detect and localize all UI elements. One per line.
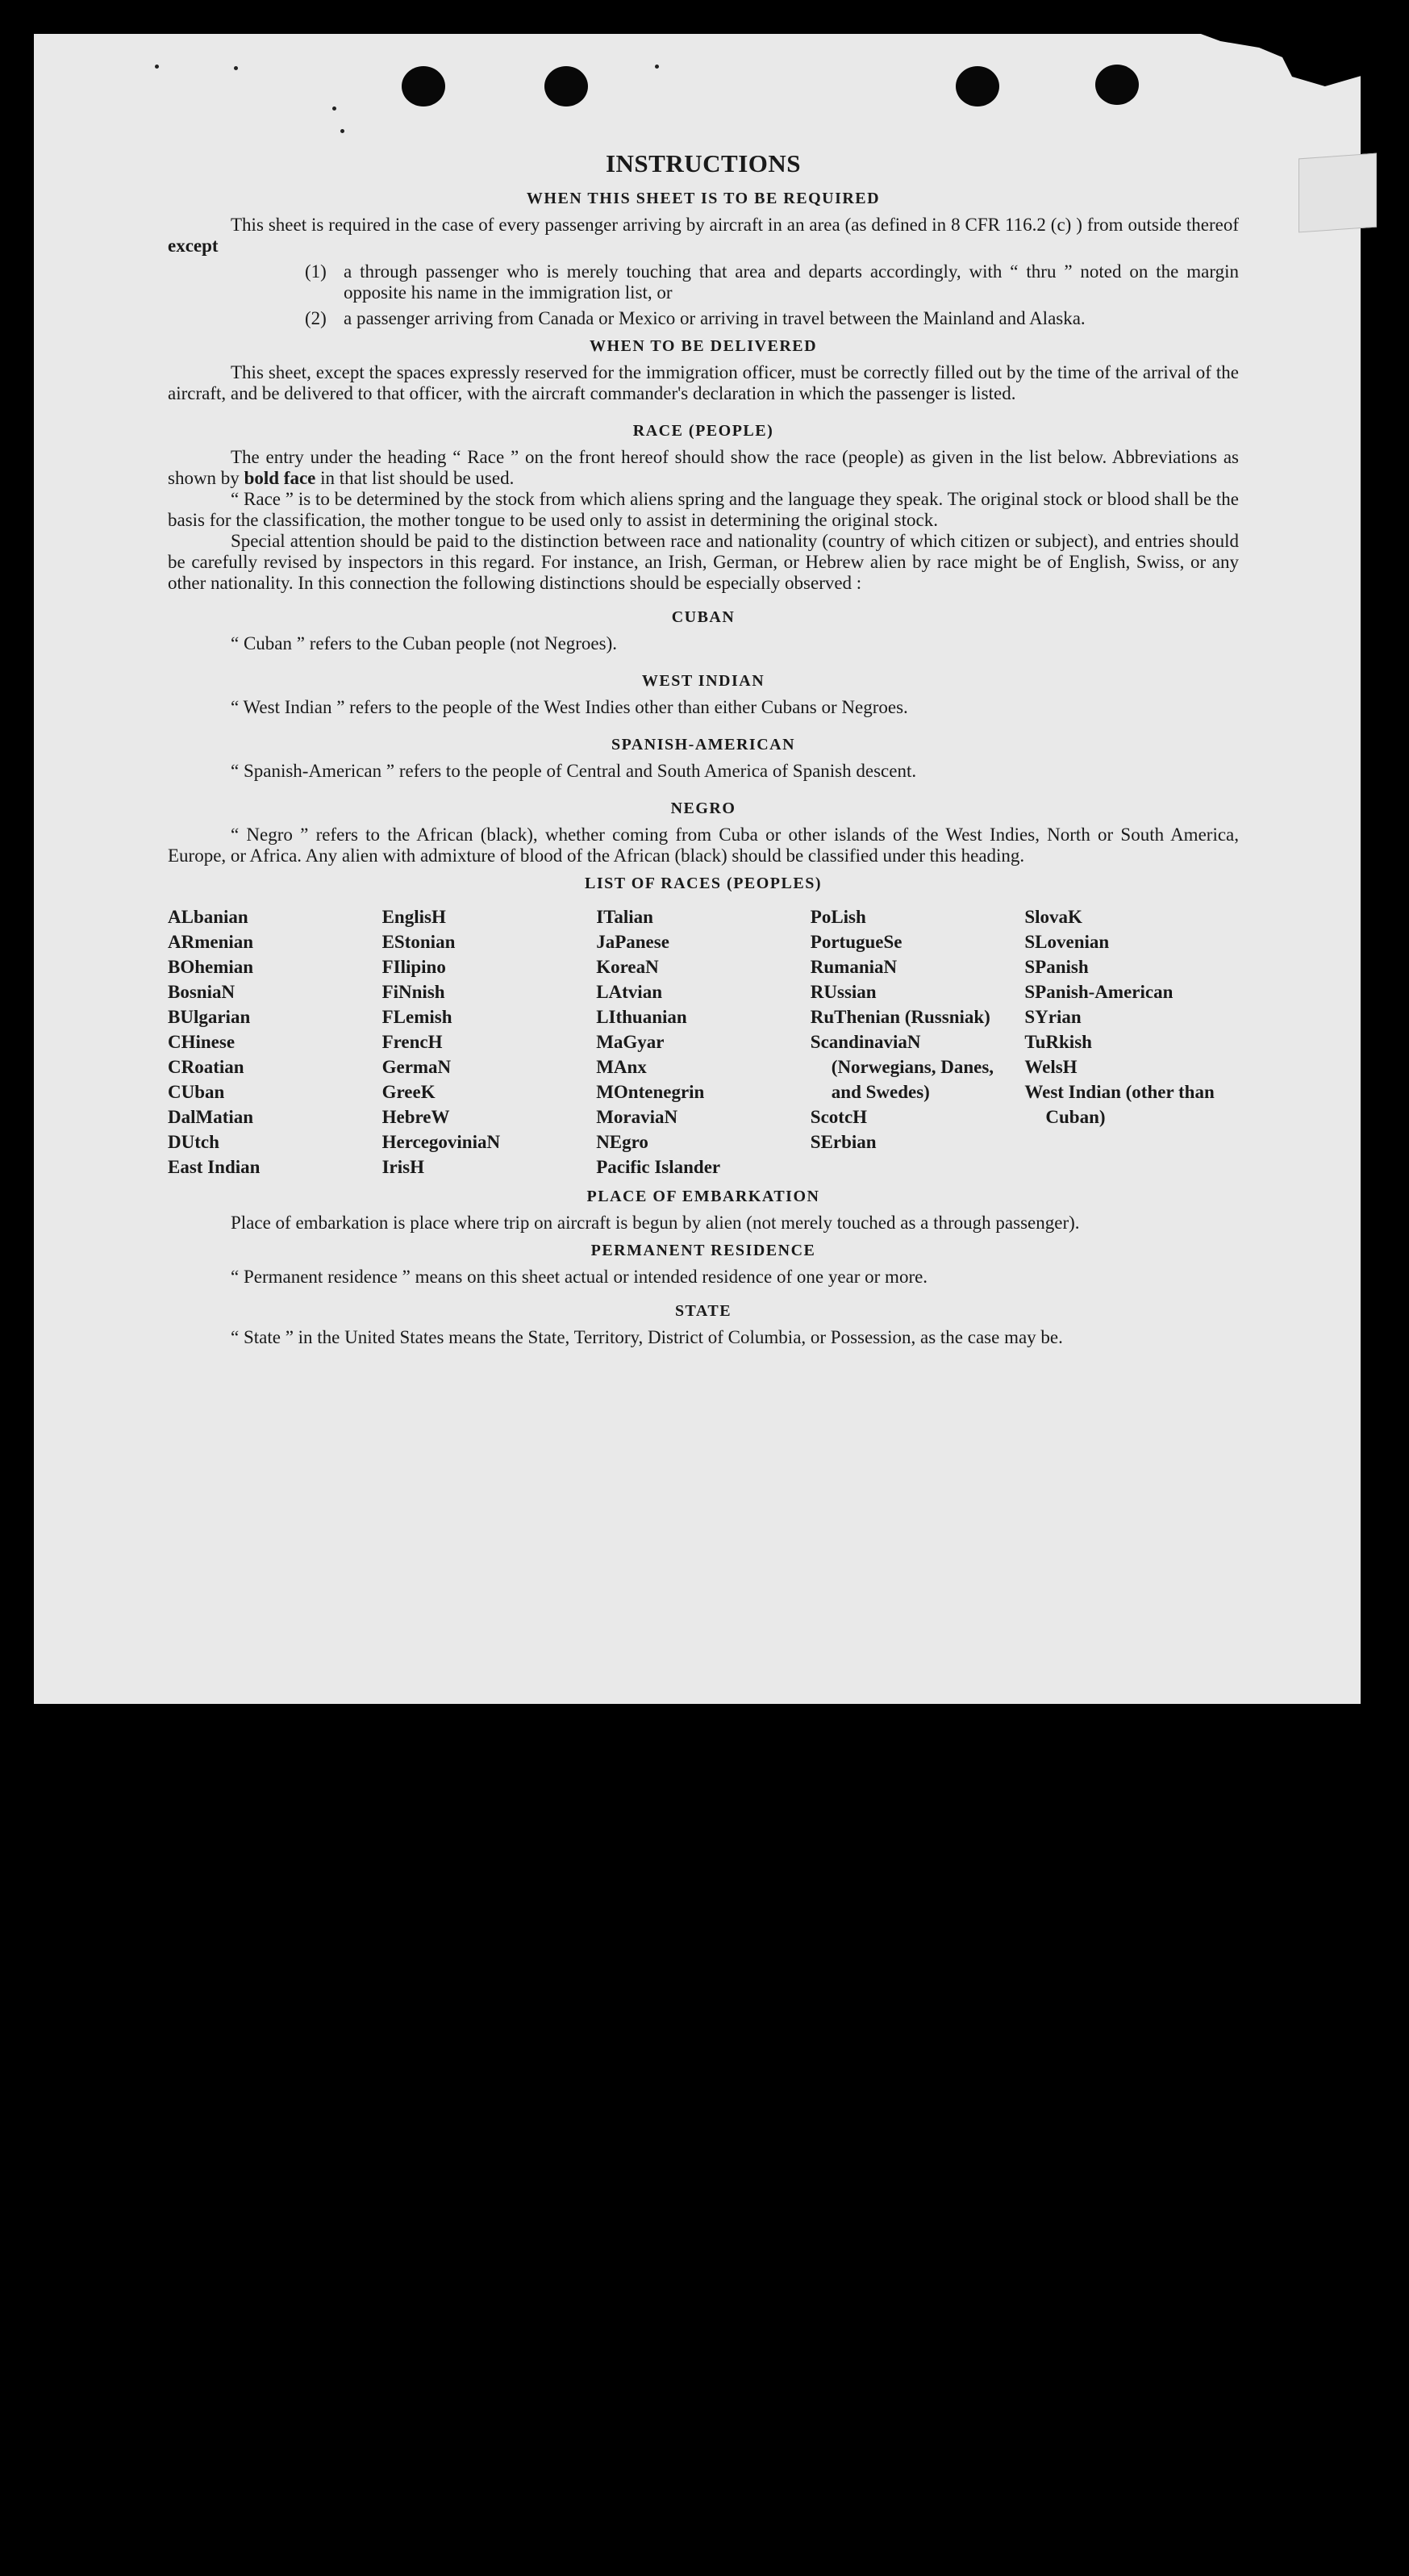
speck [234,66,238,70]
race-entry: PortugueSe [810,932,903,952]
race-entry: BUlgarian [168,1007,251,1027]
race-p1-part: in that list should be used. [320,468,515,488]
race-p1-part: The entry under the heading “ Race ” on the front hereof should show the race (people) as given in the list below. Abbreviations as shown by [168,447,1239,488]
punch-hole [544,66,588,106]
when-required-intro: This sheet is required in the case of every passenger arriving by aircraft in an area (as defined in 8 CFR 116.2 (c) ) from outside thereof [231,215,1239,235]
state-text: “ State ” in the United States means the State, Territory, District of Columbia, or Possession, as the case may be. [231,1327,1063,1347]
instructions-content [168,149,1239,1348]
heading-west-indian: WEST INDIAN [641,672,765,690]
race-entry: ScotcH [810,1107,868,1127]
race-entry: SPanish [1024,957,1089,977]
punch-hole [956,66,999,106]
race-entry: DalMatian [168,1107,254,1127]
heading-when-required: WHEN THIS SHEET IS TO BE REQUIRED [526,190,881,207]
race-entry: DUtch [168,1132,219,1152]
exception-item [305,261,1239,303]
race-entry: RUssian [810,982,877,1002]
races-column [1024,904,1239,1179]
race-entry: IrisH [381,1157,424,1177]
race-entry: MAnx [596,1057,647,1077]
bold-face-text: bold face [244,468,316,488]
race-paragraph-1 [168,447,1239,489]
item-number: (1) [305,261,327,282]
page-title: INSTRUCTIONS [605,149,801,177]
race-entry: ScandinaviaN (Norwegians, Danes, and Swedes) [810,1032,994,1102]
race-entry: GreeK [381,1082,436,1102]
race-entry: BosniaN [168,982,236,1002]
race-entry: Pacific Islander [596,1157,721,1177]
west-indian-text: “ West Indian ” refers to the people of the West Indies other than either Cubans or Negroes. [231,697,908,717]
exception-item [305,308,1239,329]
race-paragraph-3: Special attention should be paid to the distinction between race and nationality (country of which citizen or subject), and entries should be carefully revised by inspectors in this regard. For instance, an Irish, German, or Hebrew alien by race might be of English, Swiss, or any other nationality. In this connection the following distinctions should be especially observed : [168,531,1239,593]
residence-text: “ Permanent residence ” means on this sheet actual or intended residence of one year or more. [231,1267,928,1287]
race-entry: SlovaK [1024,907,1082,927]
race-entry: West Indian (other than Cuban) [1024,1082,1215,1127]
race-entry: MaGyar [596,1032,665,1052]
race-entry: NEgro [596,1132,648,1152]
race-entry: ALbanian [168,907,248,927]
when-delivered-text: This sheet, except the spaces expressly reserved for the immigration officer, must be correctly filled out by the time of the arrival of the aircraft, and be delivered to that officer, with the aircraft commander's declaration in which the passenger is listed. [168,362,1239,403]
paper-tab [1299,153,1377,233]
race-entry: EStonian [381,932,456,952]
race-entry: SPanish-American [1024,982,1173,1002]
race-entry: FrencH [381,1032,443,1052]
item-text: a passenger arriving from Canada or Mexico or arriving in travel between the Mainland and Alaska. [344,308,1086,328]
embarkation-text: Place of embarkation is place where trip on aircraft is begun by alien (not merely touched as a through passenger). [231,1213,1080,1233]
races-column [168,904,382,1179]
heading-when-delivered: WHEN TO BE DELIVERED [589,337,818,355]
speck [655,65,659,69]
race-paragraph-2: “ Race ” is to be determined by the stock from which aliens spring and the language they speak. The original stock or blood shall be the basis for the classification, the mother tongue to be used only to assist in determining the original stock. [168,489,1239,530]
heading-list-of-races: LIST OF RACES (PEOPLES) [584,875,822,892]
race-entry: EnglisH [381,907,446,927]
race-entry: FIlipino [381,957,446,977]
race-entry: KoreaN [596,957,659,977]
races-column [382,904,597,1179]
race-entry: CHinese [168,1032,236,1052]
punch-hole [402,66,445,106]
race-entry: FiNnish [381,982,445,1002]
race-entry: FLemish [381,1007,452,1027]
races-column [811,904,1025,1179]
race-entry: MOntenegrin [596,1082,705,1102]
when-required-text [168,215,1239,257]
item-text: a through passenger who is merely touching that area and departs accordingly, with “ thru ” noted on the margin opposite his name in the immigration list, or [344,261,1239,303]
except-bold: except [168,236,219,256]
race-entry: TuRkish [1024,1032,1092,1052]
race-entry: JaPanese [596,932,669,952]
race-entry: CUban [168,1082,225,1102]
race-entry: PoLish [810,907,866,927]
race-entry: HercegoviniaN [381,1132,501,1152]
race-entry: RuThenian (Russniak) [810,1007,990,1027]
negro-text: “ Negro ” refers to the African (black), whether coming from Cuba or other islands of the West Indies, North or South America, Europe, or Africa. Any alien with admixture of blood of the African (black) should be classified under this heading. [168,825,1239,866]
race-entry: BOhemian [168,957,254,977]
heading-state: STATE [674,1302,732,1320]
race-entry: MoraviaN [596,1107,678,1127]
race-entry: SYrian [1024,1007,1082,1027]
punch-hole [1095,65,1139,105]
races-column [596,904,811,1179]
race-entry: SLovenian [1024,932,1110,952]
race-entry: ARmenian [168,932,254,952]
race-entry: CRoatian [168,1057,244,1077]
heading-cuban: CUBAN [671,608,736,626]
heading-negro: NEGRO [670,800,736,817]
race-entry: East Indian [168,1157,261,1177]
speck [332,106,336,111]
race-entry: GermaN [381,1057,452,1077]
item-number: (2) [305,308,327,328]
heading-embarkation: PLACE OF EMBARKATION [586,1188,820,1205]
race-entry: LAtvian [596,982,662,1002]
cuban-text: “ Cuban ” refers to the Cuban people (not Negroes). [231,633,618,653]
race-entry: RumaniaN [810,957,898,977]
race-entry: SErbian [810,1132,877,1152]
heading-race: RACE (PEOPLE) [632,422,774,440]
speck [155,65,159,69]
speck [340,129,344,133]
spanish-american-text: “ Spanish-American ” refers to the people of Central and South America of Spanish descent. [231,761,917,781]
race-entry: WelsH [1024,1057,1078,1077]
race-entry: ITalian [596,907,653,927]
race-entry: HebreW [381,1107,450,1127]
heading-spanish-american: SPANISH-AMERICAN [611,736,796,754]
race-entry: LIthuanian [596,1007,687,1027]
heading-residence: PERMANENT RESIDENCE [590,1242,816,1259]
races-table [168,904,1239,1179]
